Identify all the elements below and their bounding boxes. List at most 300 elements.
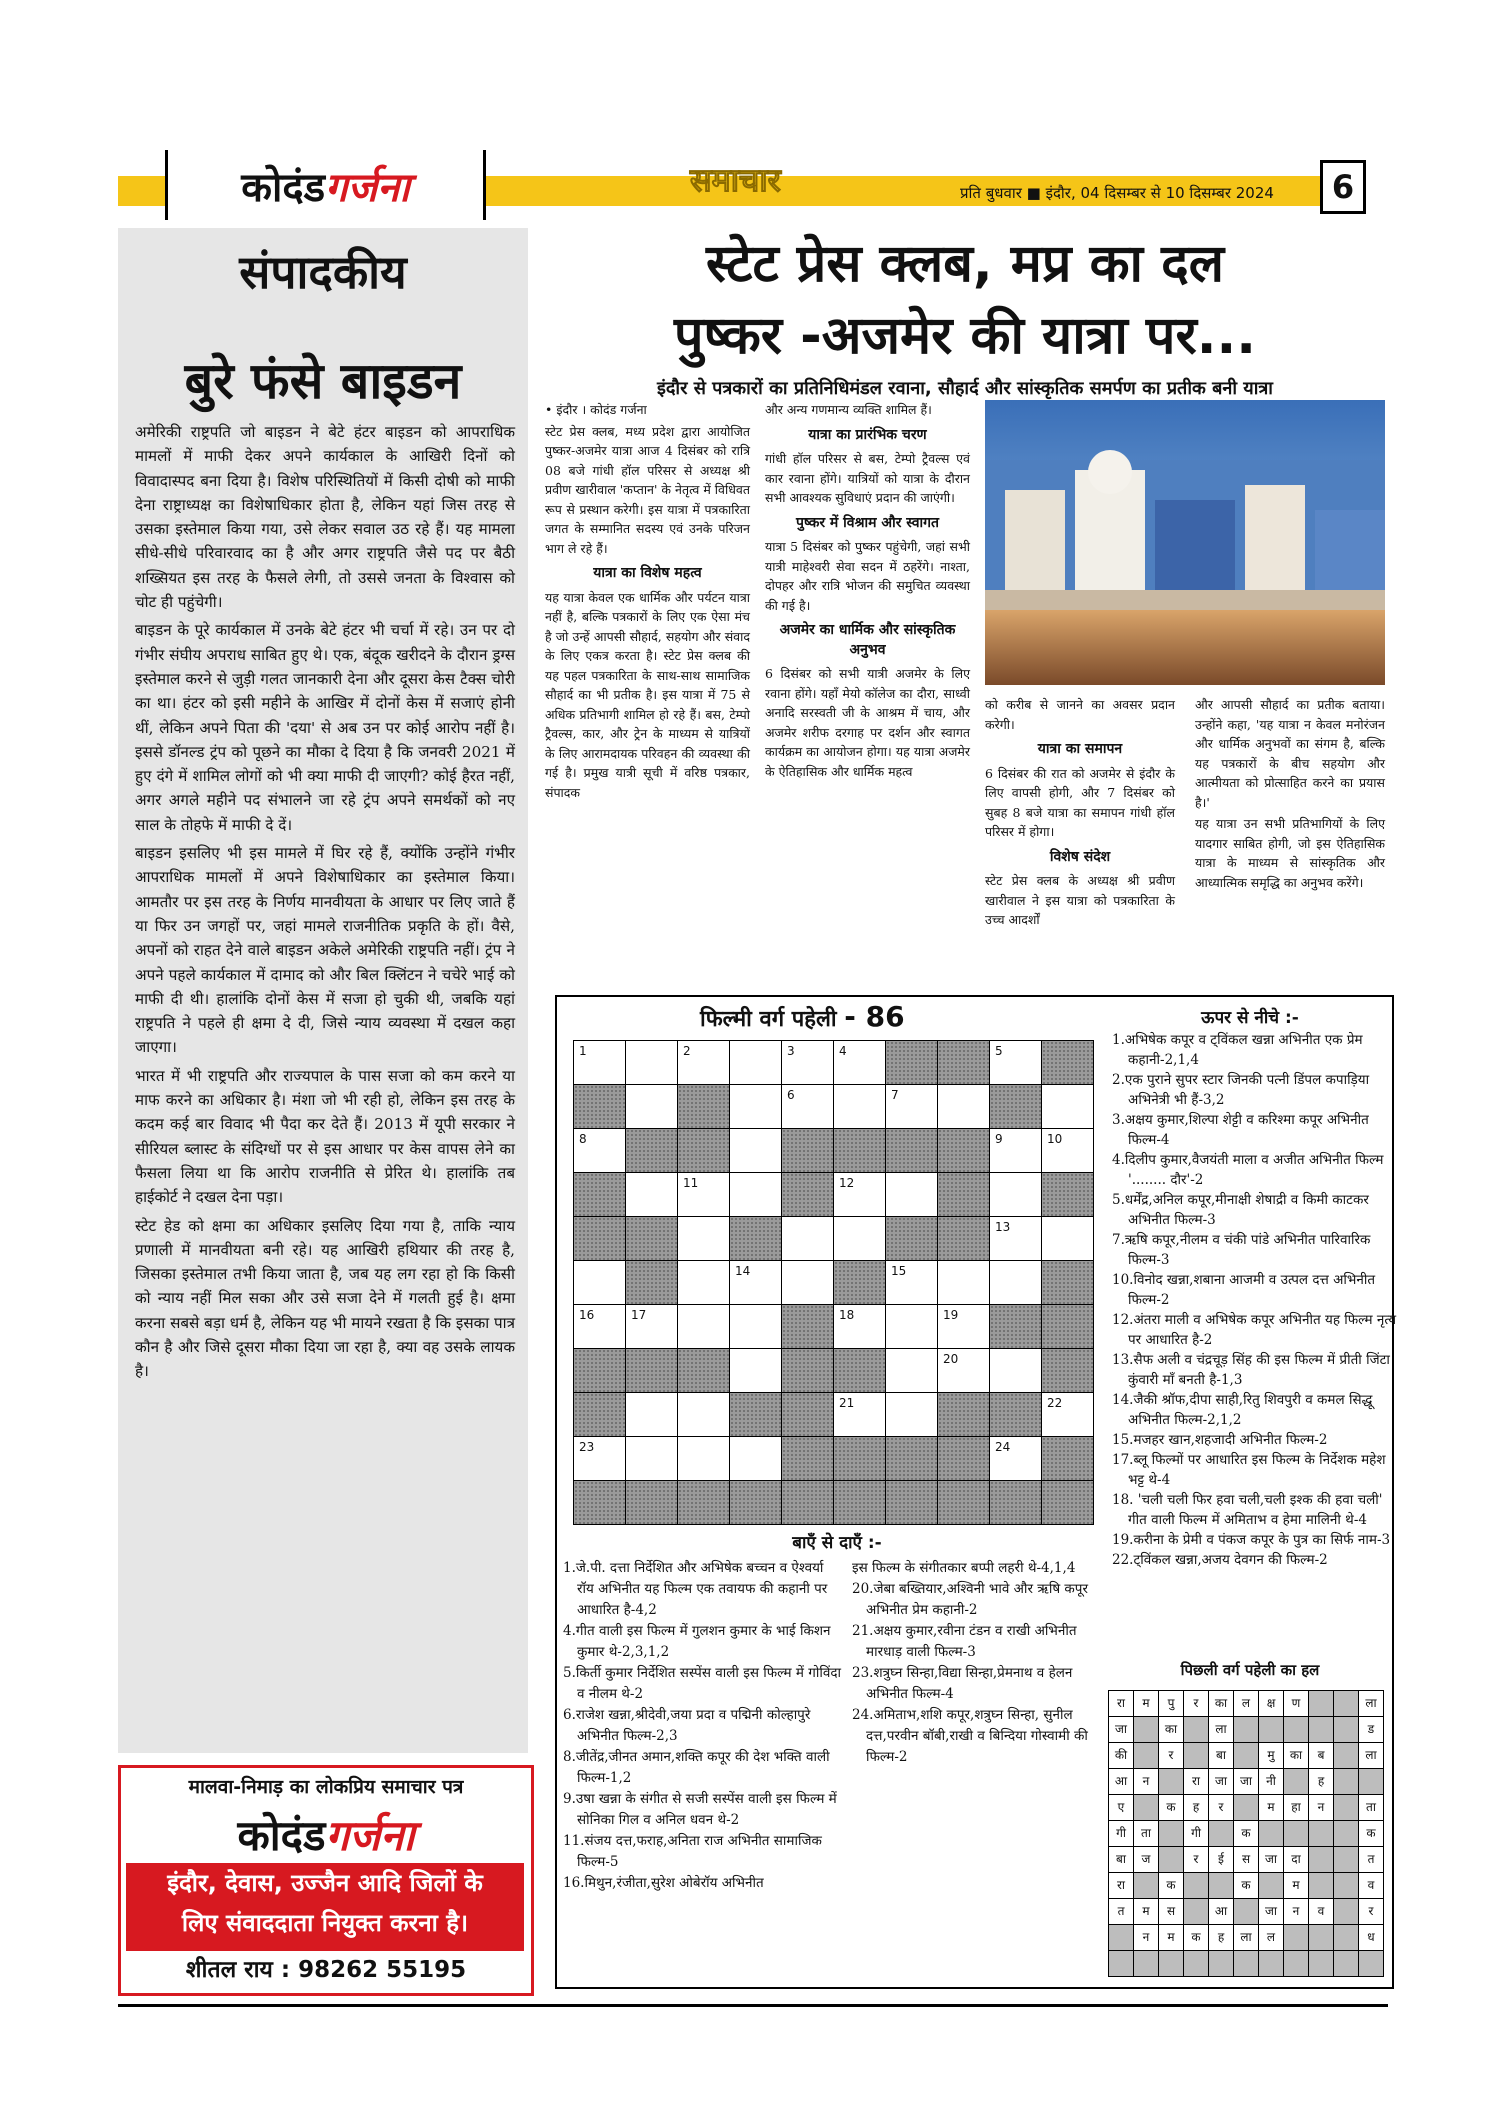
solution-cell	[1309, 1925, 1334, 1951]
solution-cell: बा	[1109, 1847, 1134, 1873]
clue-number: 20	[943, 1352, 959, 1366]
solution-cell: स	[1159, 1899, 1184, 1925]
solution-cell	[1334, 1847, 1359, 1873]
solution-cell	[1259, 1717, 1284, 1743]
solution-cell: र	[1184, 1691, 1209, 1717]
solution-cell	[1284, 1717, 1309, 1743]
crossword-cell	[782, 1305, 834, 1349]
crossword-cell	[574, 1261, 626, 1305]
solution-cell: ला	[1359, 1691, 1384, 1717]
crossword-cell	[574, 1173, 626, 1217]
solution-cell: न	[1134, 1925, 1159, 1951]
crossword-cell	[1042, 1173, 1094, 1217]
solution-cell	[1234, 1795, 1259, 1821]
solution-cell: रा	[1109, 1691, 1134, 1717]
solution-cell: ल	[1234, 1691, 1259, 1717]
crossword-cell	[678, 1349, 730, 1393]
crossword-cell	[834, 1349, 886, 1393]
crossword-cell	[938, 1085, 990, 1129]
solution-cell	[1159, 1821, 1184, 1847]
crossword-cell	[730, 1349, 782, 1393]
crossword-cell	[1042, 1481, 1094, 1525]
across-clues-2	[852, 1558, 1102, 1768]
crossword-cell	[834, 1481, 886, 1525]
solution-cell: की	[1109, 1743, 1134, 1769]
crossword-cell	[990, 1173, 1042, 1217]
solution-cell: ह	[1309, 1769, 1334, 1795]
clue-number: 6	[787, 1088, 795, 1102]
solution-cell: मु	[1259, 1743, 1284, 1769]
solution-cell: जा	[1259, 1847, 1284, 1873]
solution-cell: ला	[1209, 1717, 1234, 1743]
clue: इस फिल्म के संगीतकार बप्पी लहरी थे-4,1,4	[852, 1560, 1076, 1576]
solution-cell: आ	[1109, 1769, 1134, 1795]
solution-cell: क	[1159, 1873, 1184, 1899]
crossword-cell	[834, 1041, 886, 1085]
solution-cell	[1334, 1743, 1359, 1769]
clue: 10.विनोद खन्ना,शबाना आजमी व उत्पल दत्त अभिनीत फिल्म-2	[1112, 1272, 1376, 1308]
crossword-cell	[678, 1129, 730, 1173]
ad-logo: कोदंडगर्जना	[237, 1811, 415, 1860]
crossword-cell	[1042, 1437, 1094, 1481]
article-subheading: अजमेर का धार्मिक और सांस्कृतिक अनुभव	[779, 622, 956, 658]
solution-cell: ला	[1234, 1925, 1259, 1951]
solution-cell	[1209, 1873, 1234, 1899]
crossword-cell	[834, 1173, 886, 1217]
crossword-cell	[730, 1173, 782, 1217]
crossword-cell	[886, 1129, 938, 1173]
solution-grid	[1108, 1690, 1384, 1977]
solution-cell	[1259, 1951, 1284, 1977]
solution-cell	[1334, 1951, 1359, 1977]
solution-cell	[1309, 1691, 1334, 1717]
crossword-cell	[782, 1349, 834, 1393]
clue-number: 3	[787, 1044, 795, 1058]
crossword-cell	[730, 1437, 782, 1481]
solution-cell: न	[1134, 1769, 1159, 1795]
solution-cell: स	[1234, 1847, 1259, 1873]
solution-cell: म	[1259, 1795, 1284, 1821]
crossword-cell	[1042, 1393, 1094, 1437]
solution-cell: ह	[1184, 1795, 1209, 1821]
article-subheading: यात्रा का समापन	[1037, 741, 1123, 757]
crossword-cell	[886, 1481, 938, 1525]
crossword-cell	[678, 1481, 730, 1525]
clue: 1.अभिषेक कपूर व ट्विंकल खन्ना अभिनीत एक प्रेम कहानी-2,1,4	[1112, 1032, 1363, 1068]
crossword-cell	[834, 1393, 886, 1437]
clue: 18. 'चली चली फिर हवा चली,चली इश्क की हवा चली' गीत वाली फिल्म में अमिताभ व हेमा मालिनी थे-4	[1112, 1492, 1383, 1528]
clue: 7.ऋषि कपूर,नीलम व चंकी पांडे अभिनीत पारिवारिक फिल्म-3	[1112, 1232, 1371, 1268]
crossword-cell	[574, 1437, 626, 1481]
across-heading: बाएँ से दाएँ :-	[792, 1533, 882, 1553]
down-heading: ऊपर से नीचे :-	[1201, 1008, 1299, 1028]
crossword-cell	[938, 1261, 990, 1305]
solution-cell: म	[1134, 1899, 1159, 1925]
across-clues-1	[563, 1558, 843, 1894]
section-label: समाचार	[690, 161, 781, 199]
crossword-cell	[574, 1085, 626, 1129]
clue: 20.जेबा बख्तियार,अश्विनी भावे और ऋषि कपूर अभिनीत प्रेम कहानी-2	[852, 1581, 1088, 1618]
crossword-cell	[678, 1261, 730, 1305]
crossword-cell	[990, 1217, 1042, 1261]
clue: 14.जैकी श्रॉफ,दीपा साही,रितु शिवपुरी व कमल सिद्धू अभिनीत फिल्म-2,1,2	[1112, 1392, 1373, 1428]
crossword-cell	[574, 1481, 626, 1525]
crossword-cell	[834, 1217, 886, 1261]
clue-number: 2	[683, 1044, 691, 1058]
crossword-cell	[990, 1041, 1042, 1085]
crossword-cell	[990, 1261, 1042, 1305]
clue-number: 14	[735, 1264, 751, 1278]
solution-cell	[1334, 1821, 1359, 1847]
editorial-paragraph: बाइडन इसलिए भी इस मामले में घिर रहे हैं, क्योंकि उन्होंने गंभीर आपराधिक मामलों में अपने विशेषाधिकार का इस्तेमाल किया। आमतौर पर इस तरह के निर्णय मानवीयता के आधार पर लिए जाते हैं या फिर उन जगहों पर, जहां मामले राजनीतिक प्रकृति के हों। वैसे, अपनों को राहत देने वाले बाइडन अकेले अमेरिकी राष्ट्रपति नहीं। ट्रंप ने अपने पहले कार्यकाल में दामाद को और बिल क्लिंटन ने चचेरे भाई को माफी दी थी। हालांकि दोनों केस में सजा हो चुकी थी, जबकि यहां राष्ट्रपति ने पहले ही क्षमा दे दी, जिसे न्याय व्यवस्था में दखल कहा जाएगा।	[135, 844, 515, 1057]
editorial-paragraph: स्टेट हेड को क्षमा का अधिकार इसलिए दिया गया है, ताकि न्याय प्रणाली में मानवीयता बनी रहे। यह आखिरी हथियार की तरह है, जिसका इस्तेमाल तभी किया जाता है, जब यह लग रहा हो कि किसी को न्याय नहीं मिल सका और उसे सजा देने में गलती हुई है। क्षमा करना सबसे बड़ा धर्म है, लेकिन यह भी मायने रखता है कि इसका पात्र कौन है और जिसे दूसरा मौका दिया जा रहा है, क्या वह उसके लायक है।	[135, 1216, 515, 1381]
clue: 9.उषा खन्ना के संगीत से सजी सस्पेंस वाली इस फिल्म में सोनिका गिल व अनिल धवन थे-2	[563, 1791, 837, 1828]
clue-number: 5	[995, 1044, 1003, 1058]
solution-cell	[1184, 1899, 1209, 1925]
article-paragraph: • इंदौर । कोदंड गर्जना	[545, 402, 647, 417]
solution-cell: हा	[1284, 1795, 1309, 1821]
crossword-cell	[1042, 1305, 1094, 1349]
clue-number: 7	[891, 1088, 899, 1102]
crossword-cell	[886, 1217, 938, 1261]
clue: 23.शत्रुघ्न सिन्हा,विद्या सिन्हा,प्रेमनाथ व हेलन अभिनीत फिल्म-4	[852, 1665, 1073, 1702]
solution-cell	[1284, 1951, 1309, 1977]
crossword-cell	[1042, 1041, 1094, 1085]
clue: 2.एक पुराने सुपर स्टार जिनकी पत्नी डिंपल कपाड़िया अभिनेत्री भी हैं-3,2	[1112, 1072, 1370, 1108]
article-paragraph: 6 दिसंबर को सभी यात्री अजमेर के लिए रवाना होंगे। यहाँ मेयो कॉलेज का दौरा, साध्वी अनादि सरस्वती जी के आश्रम में चाय, और अजमेर शरीफ दरगाह पर दर्शन और स्वागत कार्यक्रम का आयोजन होगा। यह यात्रा अजमेर के ऐतिहासिक और धार्मिक महत्व	[765, 666, 970, 779]
crossword-cell	[678, 1217, 730, 1261]
clue-number: 18	[839, 1308, 855, 1322]
clue: 12.अंतरा माली व अभिषेक कपूर अभिनीत यह फिल्म नृत्य पर आधारित है-2	[1112, 1312, 1397, 1348]
editorial-paragraph: अमेरिकी राष्ट्रपति जो बाइडन ने बेटे हंटर बाइडन को आपराधिक मामलों में माफी देकर अपने कार्यकाल के आखिरी दिनों को विवादास्पद बना दिया है। विशेष परिस्थितियों में किसी दोषी को माफी देना राष्ट्राध्यक्ष का विशेषाधिकार होता है, लेकिन यहां जिस तरह से उसका इस्तेमाल किया गया, उसे लेकर सवाल उठ रहे हैं। यह मामला सीधे-सीधे परिवारवाद का है और अगर राष्ट्रपति जैसे पद पर बैठी शख्सियत इस तरह के फैसले लेगी, तो उससे जनता के विश्वास को चोट ही पहुंचेगी।	[135, 423, 515, 612]
crossword-cell	[938, 1305, 990, 1349]
solution-cell	[1284, 1821, 1309, 1847]
crossword-cell	[834, 1261, 886, 1305]
crossword-cell	[730, 1305, 782, 1349]
clue: 17.ब्लू फिल्मों पर आधारित इस फिल्म के निर्देशक महेश भट्ट थे-4	[1112, 1452, 1386, 1488]
crossword-cell	[886, 1041, 938, 1085]
crossword-cell	[730, 1217, 782, 1261]
crossword-cell	[1042, 1085, 1094, 1129]
article-subheading: विशेष संदेश	[1049, 848, 1111, 865]
editorial-label: संपादकीय	[239, 245, 407, 299]
crossword-cell	[782, 1261, 834, 1305]
solution-cell: क	[1359, 1821, 1384, 1847]
solution-cell	[1134, 1795, 1159, 1821]
solution-cell	[1184, 1951, 1209, 1977]
solution-cell	[1134, 1951, 1159, 1977]
solution-cell	[1334, 1873, 1359, 1899]
crossword-cell	[782, 1041, 834, 1085]
crossword-cell	[574, 1129, 626, 1173]
solution-cell: न	[1309, 1795, 1334, 1821]
solution-cell	[1209, 1951, 1234, 1977]
crossword-cell	[626, 1173, 678, 1217]
editorial-body	[135, 420, 515, 1388]
article-subheading: यात्रा का विशेष महत्व	[593, 565, 702, 581]
crossword-cell	[678, 1041, 730, 1085]
clue: 4.गीत वाली इस फिल्म में गुलशन कुमार के भाई किशन कुमार थे-2,3,1,2	[563, 1623, 831, 1660]
clue: 11.संजय दत्त,फराह,अनिता राज अभिनीत सामाजिक फिल्म-5	[563, 1833, 822, 1870]
crossword-cell	[574, 1305, 626, 1349]
clue-number: 15	[891, 1264, 907, 1278]
solution-cell: ता	[1359, 1795, 1384, 1821]
crossword-cell	[834, 1129, 886, 1173]
solution-cell: जा	[1259, 1899, 1284, 1925]
solution-cell: दा	[1284, 1847, 1309, 1873]
clue-number: 12	[839, 1176, 855, 1190]
crossword-cell	[886, 1305, 938, 1349]
article-column-4	[1195, 695, 1385, 894]
solution-cell	[1209, 1821, 1234, 1847]
crossword-cell	[938, 1481, 990, 1525]
crossword-cell	[938, 1129, 990, 1173]
crossword-cell	[574, 1349, 626, 1393]
article-paragraph: और आपसी सौहार्द का प्रतीक बताया। उन्होंने कहा, 'यह यात्रा न केवल मनोरंजन और धार्मिक अनुभवों का संगम है, बल्कि यह पत्रकारों के बीच सहयोग और आत्मीयता को प्रोत्साहित करने का प्रयास है।'	[1195, 697, 1385, 810]
solution-cell: ल	[1259, 1925, 1284, 1951]
solution-cell	[1334, 1795, 1359, 1821]
solution-cell	[1309, 1821, 1334, 1847]
crossword-cell	[990, 1393, 1042, 1437]
clue-number: 8	[579, 1132, 587, 1146]
editorial-paragraph: भारत में भी राष्ट्रपति और राज्यपाल के पास सजा को कम करने या माफ करने का अधिकार है। मंशा जो भी रही हो, लेकिन इस तरह के कदम कई बार विवाद भी पैदा कर देते हैं। 2013 में यूपी सरकार ने सीरियल ब्लास्ट के संदिग्धों पर से इस आधार पर केस वापस लेने का फैसला लिया था कि आरोप राजनीति से प्रेरित थे। हालांकि तब हाईकोर्ट ने दखल देना पड़ा।	[135, 1066, 515, 1207]
pushkar-photo	[985, 400, 1385, 685]
crossword-cell	[730, 1261, 782, 1305]
crossword-cell	[938, 1437, 990, 1481]
solution-cell	[1259, 1821, 1284, 1847]
article-paragraph: यह यात्रा उन सभी प्रतिभागियों के लिए यादगार साबित होगी, जो इस ऐतिहासिक यात्रा के माध्यम से सांस्कृतिक और आध्यात्मिक समृद्धि का अनुभव करेंगे।	[1195, 816, 1385, 890]
solution-cell: रा	[1184, 1769, 1209, 1795]
crossword-cell	[886, 1261, 938, 1305]
solution-cell	[1134, 1717, 1159, 1743]
crossword-cell	[834, 1437, 886, 1481]
solution-cell	[1284, 1769, 1309, 1795]
ad-contact: शीतल राय : 98262 55195	[185, 1957, 467, 1983]
clue: 13.सैफ अली व चंद्रचूड़ सिंह की इस फिल्म में प्रीती जिंटा कुंवारी माँ बनती है-1,3	[1112, 1352, 1390, 1388]
solution-cell	[1309, 1873, 1334, 1899]
crossword-title: फिल्मी वर्ग पहेली - 86	[700, 1000, 905, 1033]
crossword-grid	[573, 1040, 1094, 1525]
article-paragraph: यह यात्रा केवल एक धार्मिक और पर्यटन यात्रा नहीं है, बल्कि पत्रकारों के लिए एक ऐसा मंच है जो उन्हें आपसी सौहार्द, सहयोग और संवाद के लिए एकत्र करता है। स्टेट प्रेस क्लब की यह पहल पत्रकारिता के साथ-साथ सामाजिक सौहार्द का भी प्रतीक है। इस यात्रा में 75 से अधिक प्रतिभागी शामिल हो रहे हैं। बस, टेम्पो ट्रैवल्स, कार, और ट्रेन के माध्यम से यात्रियों के लिए आरामदायक परिवहन की व्यवस्था की गई है। प्रमुख यात्री सूची में वरिष्ठ पत्रकार, संपादक	[545, 589, 750, 800]
solution-cell	[1359, 1951, 1384, 1977]
masthead-logo: कोदंडगर्जना	[165, 150, 486, 220]
crossword-cell	[730, 1129, 782, 1173]
article-subheading: यात्रा का प्रारंभिक चरण	[808, 426, 927, 443]
solution-cell	[1134, 1743, 1159, 1769]
crossword-cell	[730, 1481, 782, 1525]
crossword-cell	[1042, 1261, 1094, 1305]
solution-cell: ता	[1134, 1821, 1159, 1847]
clue-number: 16	[579, 1308, 595, 1322]
solution-cell	[1334, 1899, 1359, 1925]
clue-number: 24	[995, 1440, 1011, 1454]
solution-cell	[1184, 1717, 1209, 1743]
solution-heading: पिछली वर्ग पहेली का हल	[1180, 1661, 1320, 1679]
clue-number: 4	[839, 1044, 847, 1058]
dateline: प्रति बुधवार ■ इंदौर, 04 दिसम्बर से 10 दिसम्बर 2024	[960, 184, 1274, 202]
clue-number: 22	[1047, 1396, 1063, 1410]
solution-cell: का	[1209, 1691, 1234, 1717]
crossword-cell	[626, 1305, 678, 1349]
article-headline: स्टेट प्रेस क्लब, मप्र का दल पुष्कर -अजमेर की यात्रा पर...	[674, 234, 1256, 366]
crossword-cell	[626, 1085, 678, 1129]
solution-cell: क	[1159, 1795, 1184, 1821]
solution-cell: क्ष	[1259, 1691, 1284, 1717]
crossword-cell	[678, 1437, 730, 1481]
solution-cell: र	[1359, 1899, 1384, 1925]
clue: 21.अक्षय कुमार,रवीना टंडन व राखी अभिनीत मारधाड़ वाली फिल्म-3	[852, 1623, 1077, 1660]
solution-cell	[1284, 1925, 1309, 1951]
solution-cell	[1159, 1769, 1184, 1795]
solution-cell	[1334, 1717, 1359, 1743]
article-subheadline: इंदौर से पत्रकारों का प्रतिनिधिमंडल रवाना, सौहार्द और सांस्कृतिक समर्पण का प्रतीक बनी यात्रा	[657, 378, 1273, 399]
solution-cell: क	[1234, 1873, 1259, 1899]
clue-number: 21	[839, 1396, 855, 1410]
solution-cell: म	[1134, 1691, 1159, 1717]
clue-number: 19	[943, 1308, 959, 1322]
crossword-cell	[574, 1217, 626, 1261]
solution-cell: जा	[1234, 1769, 1259, 1795]
crossword-cell	[938, 1173, 990, 1217]
crossword-cell	[626, 1041, 678, 1085]
solution-cell: र	[1209, 1795, 1234, 1821]
crossword-cell	[782, 1129, 834, 1173]
solution-cell: रा	[1109, 1873, 1134, 1899]
solution-cell: ह	[1209, 1925, 1234, 1951]
crossword-cell	[678, 1173, 730, 1217]
clue: 6.राजेश खन्ना,श्रीदेवी,जया प्रदा व पद्मिनी कोल्हापुरे अभिनीत फिल्म-2,3	[563, 1707, 811, 1744]
clue: 15.मजहर खान,शहजादी अभिनीत फिल्म-2	[1112, 1432, 1328, 1448]
crossword-cell	[990, 1437, 1042, 1481]
solution-cell: र	[1159, 1743, 1184, 1769]
solution-cell: आ	[1209, 1899, 1234, 1925]
solution-cell	[1109, 1951, 1134, 1977]
solution-cell: ड	[1359, 1717, 1384, 1743]
crossword-cell	[782, 1173, 834, 1217]
crossword-cell	[990, 1085, 1042, 1129]
article-paragraph: गांधी हॉल परिसर से बस, टेम्पो ट्रैवल्स एवं कार रवाना होंगे। यात्रियों को यात्रा के दौरान सभी आवश्यक सुविधाएं प्रदान की जाएंगी।	[765, 451, 970, 505]
crossword-cell	[886, 1173, 938, 1217]
article-paragraph: और अन्य गणमान्य व्यक्ति शामिल हैं।	[765, 402, 932, 417]
crossword-cell	[834, 1305, 886, 1349]
solution-cell: त	[1359, 1847, 1384, 1873]
solution-cell: व	[1359, 1873, 1384, 1899]
solution-cell	[1184, 1743, 1209, 1769]
crossword-cell	[574, 1393, 626, 1437]
crossword-cell	[626, 1481, 678, 1525]
solution-cell	[1309, 1717, 1334, 1743]
crossword-cell	[1042, 1129, 1094, 1173]
crossword-cell	[782, 1085, 834, 1129]
crossword-cell	[886, 1349, 938, 1393]
crossword-cell	[626, 1349, 678, 1393]
solution-cell: ए	[1109, 1795, 1134, 1821]
crossword-cell	[626, 1393, 678, 1437]
solution-cell: बा	[1209, 1743, 1234, 1769]
solution-cell	[1234, 1951, 1259, 1977]
crossword-cell	[782, 1437, 834, 1481]
clue: 5.किर्ती कुमार निर्देशित सस्पेंस वाली इस फिल्म में गोविंदा व नीलम थे-2	[563, 1665, 841, 1702]
ad-tagline: मालवा-निमाड़ का लोकप्रिय समाचार पत्र	[188, 1776, 464, 1798]
solution-cell	[1234, 1899, 1259, 1925]
crossword-cell	[626, 1437, 678, 1481]
crossword-cell	[886, 1393, 938, 1437]
article-paragraph: यात्रा 5 दिसंबर को पुष्कर पहुंचेगी, जहां सभी यात्री माहेश्वरी सेवा सदन में ठहरेंगे। नाश्ता, दोपहर और रात्रि भोजन की समुचित व्यवस्था की गई है।	[765, 539, 970, 613]
solution-cell	[1159, 1951, 1184, 1977]
page-number: 6	[1320, 160, 1366, 214]
article-paragraph: को करीब से जानने का अवसर प्रदान करेगी।	[985, 697, 1175, 732]
solution-cell: ण	[1284, 1691, 1309, 1717]
crossword-cell	[990, 1305, 1042, 1349]
solution-cell	[1309, 1951, 1334, 1977]
crossword-cell	[730, 1041, 782, 1085]
solution-cell: ध	[1359, 1925, 1384, 1951]
crossword-cell	[574, 1041, 626, 1085]
clue: 22.ट्विंकल खन्ना,अजय देवगन की फिल्म-2	[1112, 1552, 1328, 1568]
editorial-paragraph: बाइडन के पूरे कार्यकाल में उनके बेटे हंटर भी चर्चा में रहे। उन पर दो गंभीर संघीय अपराध साबित हुए थे। एक, बंदूक खरीदने के दौरान ड्रग्स इस्तेमाल करने से जुड़ी गलत जानकारी देना और दूसरा केस टैक्स चोरी का था। हंटर को इसी महीने के आखिर में दोनों केस में सजाएं होनी थीं, लेकिन अपने पिता की 'दया' से अब उन पर कोई आरोप नहीं है। इससे डॉनल्ड ट्रंप को पूछने का मौका दे दिया है कि जनवरी 2021 में हुए दंगे में शामिल लोगों को भी क्या माफी दी जाएगी? कोई हैरत नहीं, अगर अगले महीने पद संभालने जा रहे ट्रंप अपने समर्थकों को नए साल के तोहफे में माफी दे दें।	[135, 621, 515, 834]
solution-cell: ब	[1309, 1743, 1334, 1769]
editorial-headline: बुरे फंसे बाइडन	[184, 352, 462, 410]
clue: 1.जे.पी. दत्ता निर्देशित और अभिषेक बच्चन व ऐश्वर्या रॉय अभिनीत यह फिल्म एक तवायफ की कहानी पर आधारित है-4,2	[563, 1560, 828, 1618]
solution-cell: म	[1284, 1873, 1309, 1899]
crossword-cell	[626, 1261, 678, 1305]
clue-number: 23	[579, 1440, 595, 1454]
clue-number: 13	[995, 1220, 1011, 1234]
crossword-cell	[730, 1085, 782, 1129]
article-paragraph: स्टेट प्रेस क्लब के अध्यक्ष श्री प्रवीण खारीवाल ने इस यात्रा को पत्रकारिता के उच्च आदर्शों	[985, 873, 1175, 927]
solution-cell	[1109, 1925, 1134, 1951]
solution-cell: व	[1309, 1899, 1334, 1925]
solution-cell: का	[1284, 1743, 1309, 1769]
article-paragraph: 6 दिसंबर की रात को अजमेर से इंदौर के लिए वापसी होगी, और 7 दिसंबर को सुबह 8 बजे यात्रा का समापन गांधी हॉल परिसर में होगा।	[985, 765, 1175, 839]
crossword-cell	[938, 1349, 990, 1393]
crossword-cell	[782, 1393, 834, 1437]
crossword-cell	[626, 1217, 678, 1261]
bottom-rule	[118, 2004, 1388, 2007]
solution-cell: त	[1109, 1899, 1134, 1925]
crossword-cell	[990, 1129, 1042, 1173]
solution-cell: ई	[1209, 1847, 1234, 1873]
clue-number: 17	[631, 1308, 647, 1322]
crossword-cell	[990, 1349, 1042, 1393]
clue: 19.करीना के प्रेमी व पंकज कपूर के पुत्र का सिर्फ नाम-3	[1112, 1532, 1391, 1548]
crossword-cell	[834, 1085, 886, 1129]
clue: 4.दिलीप कुमार,वैजयंती माला व अजीत अभिनीत फिल्म '........ दौर'-2	[1112, 1152, 1384, 1188]
article-paragraph: स्टेट प्रेस क्लब, मध्य प्रदेश द्वारा आयोजित पुष्कर-अजमेर यात्रा आज 4 दिसंबर को रात्रि 08 बजे गांधी हॉल परिसर से अध्यक्ष श्री प्रवीण खारीवाल 'कप्तान' के नेतृत्व में विधिवत रूप से प्रस्थान करेगी। इस यात्रा में पत्रकारिता जगत के सम्मानित सदस्य एवं उनके परिजन भाग ले रहे हैं।	[545, 423, 750, 556]
solution-cell	[1184, 1873, 1209, 1899]
solution-cell	[1334, 1769, 1359, 1795]
crossword-cell	[1042, 1349, 1094, 1393]
solution-cell: ला	[1359, 1743, 1384, 1769]
solution-cell: का	[1159, 1717, 1184, 1743]
solution-cell: क	[1234, 1821, 1259, 1847]
solution-cell: म	[1159, 1925, 1184, 1951]
article-column-1	[545, 400, 750, 804]
solution-cell: न	[1284, 1899, 1309, 1925]
crossword-cell	[990, 1481, 1042, 1525]
clue-number: 11	[683, 1176, 699, 1190]
clue-number: 10	[1047, 1132, 1063, 1146]
solution-cell: पु	[1159, 1691, 1184, 1717]
clue: 16.मिथुन,रंजीता,सुरेश ओबेरॉय अभिनीत	[563, 1875, 764, 1891]
clue: 5.धर्मेंद्र,अनिल कपूर,मीनाक्षी शेषाद्री व किमी काटकर अभिनीत फिल्म-3	[1112, 1192, 1369, 1228]
crossword-cell	[678, 1305, 730, 1349]
crossword-cell	[730, 1393, 782, 1437]
solution-cell	[1334, 1691, 1359, 1717]
crossword-cell	[678, 1393, 730, 1437]
clue: 24.अमिताभ,शशि कपूर,शत्रुघ्न सिन्हा, सुनील दत्त,परवीन बॉबी,राखी व बिन्दिया गोस्वामी की फिल्म-2	[852, 1707, 1088, 1765]
crossword-cell	[626, 1129, 678, 1173]
